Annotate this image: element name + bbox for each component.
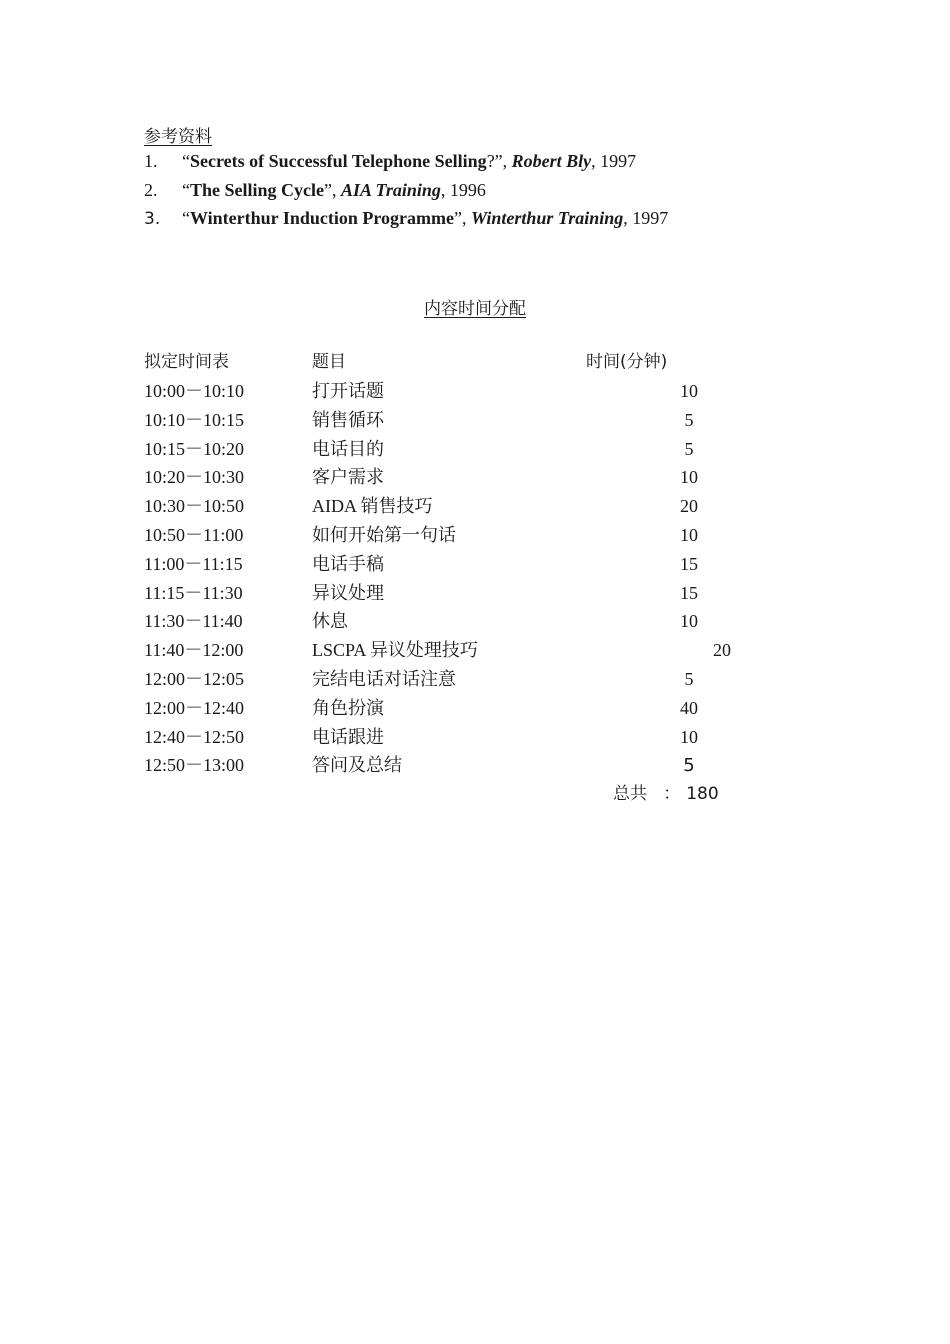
- row-topic: 角色扮演: [312, 697, 384, 718]
- reference-author: AIA Training: [341, 180, 441, 200]
- header-minutes: 时间(分钟): [586, 352, 668, 372]
- total-label: 总共: [613, 784, 647, 804]
- reference-item: [144, 205, 668, 231]
- row-topic: 电话目的: [312, 438, 384, 459]
- reference-text: “Secrets of Successful Telephone Selling?”, Robert Bly, 1997: [182, 151, 637, 171]
- reference-title: Winterthur Induction Programme: [190, 208, 454, 228]
- row-time: 10:15－10:20: [144, 438, 245, 459]
- reference-author: Robert Bly: [511, 151, 592, 171]
- row-time: 10:30－10:50: [144, 496, 245, 517]
- row-topic: 答问及总结: [312, 755, 402, 776]
- reference-number: 3.: [144, 209, 161, 229]
- references-heading: 参考资料: [144, 127, 212, 147]
- row-time: 10:50－11:00: [144, 525, 244, 545]
- row-time: 10:10－10:15: [144, 409, 245, 430]
- reference-text: “Winterthur Induction Programme”, Winterthur Training, 1997: [182, 208, 669, 228]
- row-time: 12:50－13:00: [144, 755, 245, 776]
- header-topic: 题目: [312, 352, 346, 372]
- reference-number: 2.: [144, 180, 158, 200]
- row-time: 11:00－11:15: [144, 553, 243, 574]
- row-time: 12:00－12:05: [144, 669, 245, 689]
- reference-title: The Selling Cycle: [190, 180, 324, 200]
- reference-year: , 1997: [623, 208, 669, 228]
- row-topic: 休息: [312, 611, 348, 632]
- row-topic: 打开话题: [312, 381, 384, 401]
- row-topic: 客户需求: [312, 467, 384, 488]
- reference-author: Winterthur Training: [471, 208, 624, 228]
- row-topic: 销售循环: [312, 409, 384, 430]
- row-topic: LSCPA 异议处理技巧: [312, 640, 478, 661]
- header-time: 拟定时间表: [144, 352, 229, 372]
- row-time: 11:40－12:00: [144, 640, 244, 661]
- reference-number: 1.: [144, 151, 158, 171]
- row-time: 10:00－10:10: [144, 381, 245, 401]
- document-page: 参考资料 1. “Secrets of Successful Telephone Selling?”, Robert Bly, 1997 2. “The Selling Cycle”, AIA Training, 1996 3. “Winterthur Induction Programme”, Winterthur Training, 1997 内容时间分配 拟定时间表 题目 时间(分钟) 10:00－10:10 打开话题 10 10:10－10:15 销售循环 5 10:15－10:20 电话目的 5 10:20－10:30 客户需求 10 10:30－10:50 AIDA 销售技巧 20 10:50－11:00 如何开始第一句话 10 11:00－11:15 电话手稿 15 11:15－11:30 异议处理 15 11:30－11:40 休息 10 11:40－12:00 LSCPA 异议处理技巧 20 12:00－12:05 完结电话对话注意 5 12:00－12:40 角色扮演 40 12:40－12:50 电话跟进 10 12:50－13:00 答问及总结 5 总共 ： 180: [0, 0, 950, 1344]
- schedule-title: 内容时间分配: [424, 299, 526, 319]
- reference-item: [144, 148, 636, 174]
- reference-item: [144, 177, 486, 203]
- row-topic: 如何开始第一句话: [312, 525, 456, 545]
- row-topic: 电话跟进: [312, 726, 384, 747]
- row-topic: AIDA 销售技巧: [312, 496, 433, 517]
- row-topic: 异议处理: [312, 582, 384, 603]
- total-value: 180: [686, 784, 719, 804]
- row-time: 11:15－11:30: [144, 582, 243, 603]
- row-time: 12:00－12:40: [144, 697, 245, 718]
- reference-title: Secrets of Successful Telephone Selling: [190, 151, 487, 171]
- row-time: 12:40－12:50: [144, 726, 245, 747]
- row-time: 10:20－10:30: [144, 467, 245, 488]
- reference-year: , 1996: [440, 180, 486, 200]
- row-topic: 完结电话对话注意: [312, 669, 456, 689]
- row-topic: 电话手稿: [312, 553, 384, 574]
- reference-text: “The Selling Cycle”, AIA Training, 1996: [182, 180, 486, 200]
- schedule-total: [613, 780, 719, 809]
- total-separator: ：: [663, 784, 681, 804]
- reference-year: , 1997: [591, 151, 637, 171]
- row-time: 11:30－11:40: [144, 611, 243, 632]
